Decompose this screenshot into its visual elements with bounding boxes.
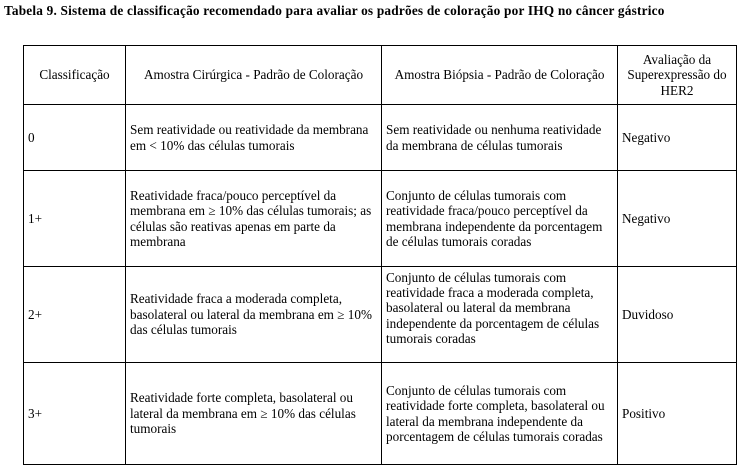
- table-caption: Tabela 9. Sistema de classificação recomendado para avaliar os padrões de coloração por IHQ no câncer gástrico: [4, 3, 665, 18]
- header-row: [24, 46, 737, 105]
- table-row: [24, 171, 737, 267]
- cell-cirurgica: Reatividade fraca/pouco perceptível da membrana em ≥ 10% das células tumorais; as células são reativas apenas em parte da membrana: [126, 171, 382, 267]
- table-row: [24, 267, 737, 363]
- cell-classificacao: 3+: [24, 363, 126, 465]
- header-amostra-cirurgica: Amostra Cirúrgica - Padrão de Coloração: [126, 46, 382, 105]
- header-classificacao: Classificação: [24, 46, 126, 105]
- cell-classificacao: 1+: [24, 171, 126, 267]
- cell-biopsia: Conjunto de células tumorais com reatividade fraca/pouco perceptível da membrana independente da porcentagem de células tumorais coradas: [382, 171, 618, 267]
- header-amostra-biopsia: Amostra Biópsia - Padrão de Coloração: [382, 46, 618, 105]
- table-row: [24, 363, 737, 465]
- cell-classificacao: 0: [24, 105, 126, 171]
- cell-classificacao: 2+: [24, 267, 126, 363]
- cell-biopsia: Sem reatividade ou nenhuma reatividade da membrana de células tumorais: [382, 105, 618, 171]
- cell-cirurgica: Sem reatividade ou reatividade da membrana em < 10% das células tumorais: [126, 105, 382, 171]
- cell-her2: Negativo: [618, 171, 737, 267]
- cell-biopsia: Conjunto de células tumorais com reatividade forte completa, basolateral ou lateral da membrana independente da porcentagem de células tumorais coradas: [382, 363, 618, 465]
- her2-classification-table: [23, 45, 737, 465]
- header-avaliacao-her2: Avaliação da Superexpressão do HER2: [618, 46, 737, 105]
- cell-cirurgica: Reatividade fraca a moderada completa, basolateral ou lateral da membrana em ≥ 10% das células tumorais: [126, 267, 382, 363]
- cell-cirurgica: Reatividade forte completa, basolateral ou lateral da membrana em ≥ 10% das células tumorais: [126, 363, 382, 465]
- cell-biopsia-text: Conjunto de células tumorais com reatividade fraca a moderada completa, basolateral ou lateral da membrana independente da porcentagem de células tumorais coradas: [386, 269, 600, 347]
- cell-biopsia: [382, 267, 618, 363]
- table-row: [24, 105, 737, 171]
- cell-her2: Duvidoso: [618, 267, 737, 363]
- cell-her2: Negativo: [618, 105, 737, 171]
- cell-her2: Positivo: [618, 363, 737, 465]
